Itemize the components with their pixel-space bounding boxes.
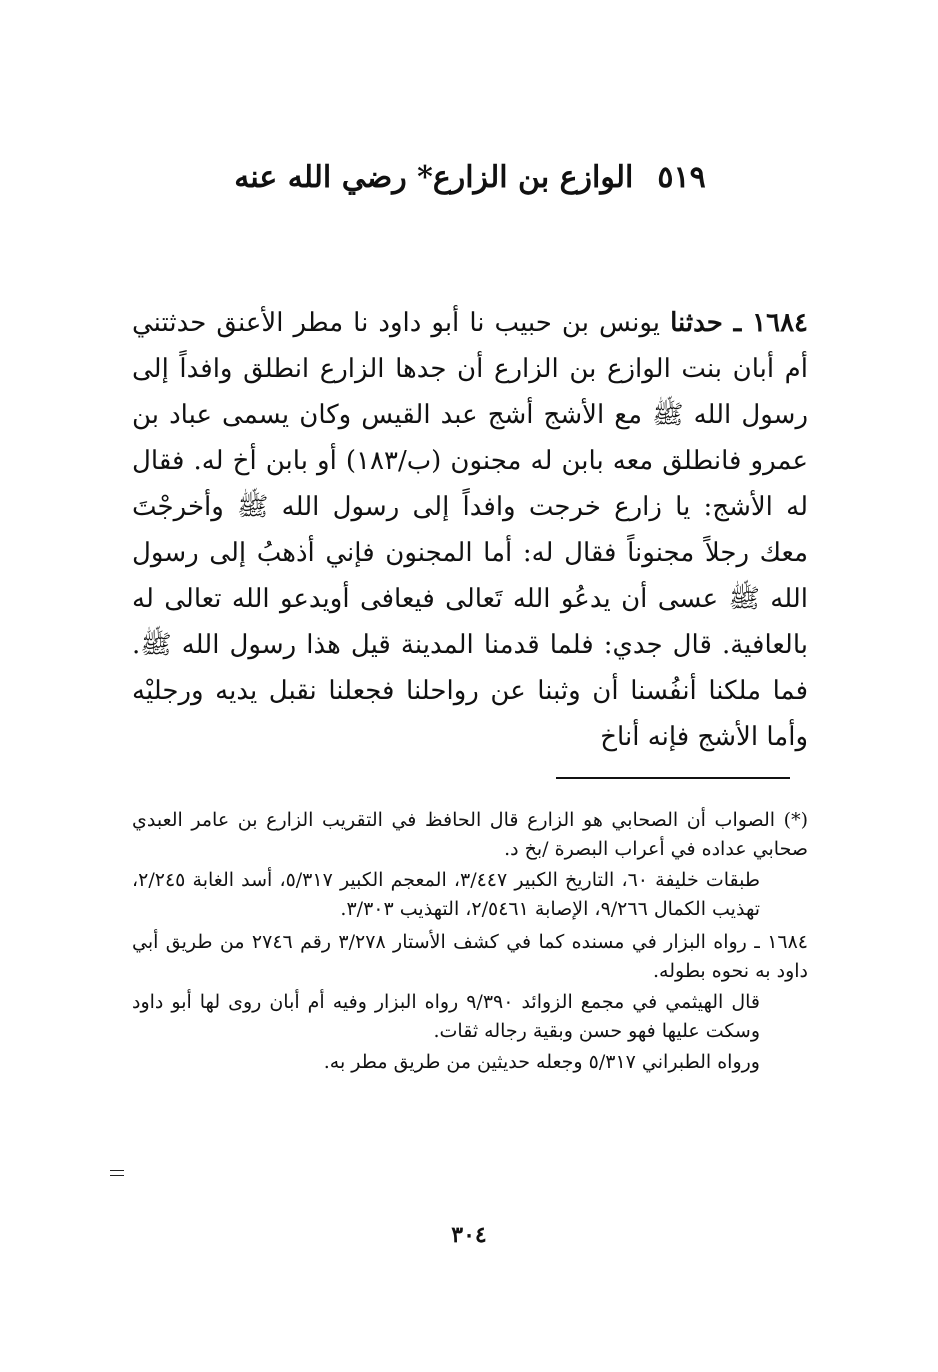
hadith-body: يونس بن حبيب نا أبو داود نا مطر الأعنق حدثتني أم أبان بنت الوازع بن الزارع أن جدها الزارع انطلق وافداً إلى رسول الله ﷺ مع الأشج أشج عبد القيس وكان يسمى عباد بن عمرو فانطلق معه بابن له مجنون (ب/١٨٣) أو بابن أخ له. فقال له الأشج: يا زارع خرجت وافداً إلى رسول الله ﷺ وأخرجْتَ معك رجلاً مجنوناً فقال له: أما المجنون فإني أذهبُ إلى رسول الله ﷺ عسى أن يدعُو الله تَعالى فيعافى أويدعو الله تعالى له بالعافية. قال جدي: فلما قدمنا المدينة قيل هذا رسول الله ﷺ. فما ملكنا أنفُسنا أن وثبنا عن رواحلنا فجعلنا نقبل يديه ورجليْه وأما الأشج فإنه أناخ	[132, 308, 808, 752]
chapter-title	[130, 160, 810, 195]
chapter-name: الوازع بن الزارع* رضي الله عنه	[234, 160, 634, 195]
hadith-paragraph	[132, 300, 808, 760]
chapter-number: ٥١٩	[657, 160, 706, 195]
footnote-tabarani: ورواه الطبراني ٥/٣١٧ وجعله حديثين من طريق مطر به.	[323, 1051, 760, 1073]
footnote-sources: طبقات خليفة ٦٠، التاريخ الكبير ٣/٤٤٧، المعجم الكبير ٥/٣١٧، أسد الغابة ٢/٢٤٥، تهذيب الكمال ٩/٢٦٦، الإصابة ٢/٥٤٦١، التهذيب ٣/٣٠٣.	[132, 869, 760, 920]
page-number: ٣٠٤	[451, 1222, 487, 1248]
footnotes	[132, 806, 808, 1079]
margin-mark	[110, 1170, 124, 1180]
footnote-haythami: قال الهيثمي في مجمع الزوائد ٩/٣٩٠ رواه البزار وفيه أم أبان روى لها أبو داود وسكت عليها فهو حسن وبقية رجاله ثقات.	[132, 991, 760, 1042]
footnote-divider	[556, 777, 790, 779]
footnote-star: (*) الصواب أن الصحابي هو الزارع قال الحافظ في التقريب الزارع بن عامر العبدي صحابي عداده في أعراب البصرة /بخ د.	[132, 809, 808, 860]
footnote-1684: ١٦٨٤ ـ رواه البزار في مسنده كما في كشف الأستار ٣/٢٧٨ رقم ٢٧٤٦ من طريق أبي داود به نحوه بطوله.	[132, 931, 809, 982]
hadith-lead: ١٦٨٤ ـ حدثنا	[670, 308, 808, 338]
